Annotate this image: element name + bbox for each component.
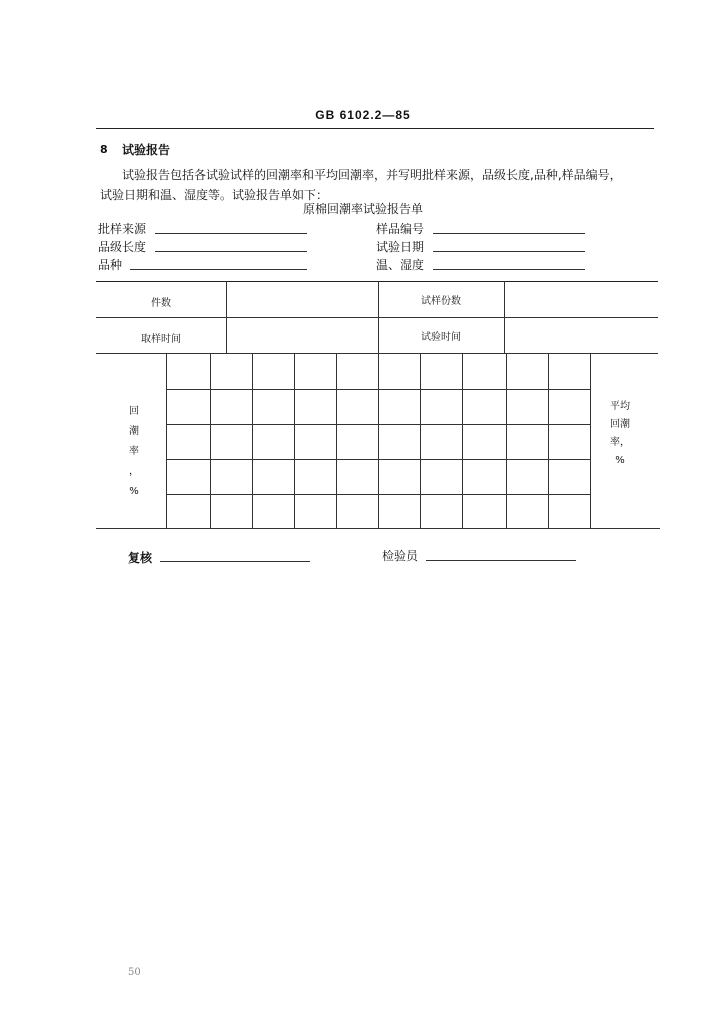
page-number: 50: [128, 967, 141, 978]
table-row-divider: [96, 353, 658, 354]
field-line-test-date[interactable]: [433, 251, 585, 252]
grid-col-line: [336, 353, 337, 528]
moisture-label-char: 回: [129, 406, 139, 417]
grid-bottom-rule: [96, 528, 660, 529]
grid-col-line: [378, 353, 379, 528]
field-label-batch-source: 批样来源: [98, 222, 147, 236]
avg-moisture-label: [598, 398, 642, 470]
moisture-rate-label: [127, 402, 141, 502]
grid-col-line: [548, 353, 549, 528]
field-label-sample-number: 样品编号: [376, 222, 425, 236]
cell-label-count: 件数: [151, 298, 171, 309]
field-line-grade-length[interactable]: [155, 251, 307, 252]
field-line-batch-source[interactable]: [155, 233, 307, 234]
cell-test-time-value[interactable]: [504, 317, 658, 353]
reviewer-label: 复核: [128, 551, 153, 565]
cell-label-test-time: 试验时间: [421, 332, 461, 343]
section-paragraph-line1: 试验报告包括各试验试样的回潮率和平均回潮率，并写明批样来源，品级长度,品种,样品编号，: [122, 168, 622, 182]
inspector-signature-line[interactable]: [426, 560, 576, 561]
avg-label-line: 平均: [610, 401, 630, 412]
moisture-label-char: %: [129, 486, 139, 497]
grid-col-line: [506, 353, 507, 528]
avg-label-line: 回潮: [610, 419, 630, 430]
field-line-temp-humidity[interactable]: [433, 269, 585, 270]
grid-col-line: [294, 353, 295, 528]
section-title: 试验报告: [122, 143, 171, 157]
avg-label-line: %: [615, 455, 625, 466]
section-paragraph-line2: 试验日期和温、湿度等。试验报告单如下：: [100, 188, 329, 202]
cell-sample-count-value[interactable]: [504, 281, 658, 317]
header-rule: [96, 128, 654, 129]
grid-right-border: [590, 353, 591, 528]
moisture-label-char: ，: [129, 466, 139, 477]
cell-count-value[interactable]: [226, 281, 378, 317]
field-label-test-date: 试验日期: [376, 240, 425, 254]
grid-left-border: [166, 353, 167, 528]
field-label-variety: 品种: [98, 258, 123, 272]
cell-sampling-time-value[interactable]: [226, 317, 378, 353]
cell-label-sampling-time: 取样时间: [141, 334, 181, 345]
form-title: 原棉回潮率试验报告单: [302, 202, 423, 216]
grid-col-line: [420, 353, 421, 528]
section-number: 8: [100, 143, 108, 156]
moisture-label-char: 潮: [129, 426, 139, 437]
field-line-sample-number[interactable]: [433, 233, 585, 234]
field-line-variety[interactable]: [130, 269, 307, 270]
moisture-label-char: 率: [129, 446, 139, 457]
reviewer-signature-line[interactable]: [160, 561, 310, 562]
grid-col-line: [462, 353, 463, 528]
avg-label-line: 率，: [610, 437, 630, 448]
grid-col-line: [252, 353, 253, 528]
field-label-grade-length: 品级长度: [98, 240, 147, 254]
document-code: GB 6102.2—85: [315, 108, 411, 122]
field-label-temp-humidity: 温、湿度: [376, 258, 425, 272]
cell-label-sample-count: 试样份数: [421, 296, 461, 307]
grid-col-line: [210, 353, 211, 528]
inspector-label: 检验员: [382, 549, 419, 563]
